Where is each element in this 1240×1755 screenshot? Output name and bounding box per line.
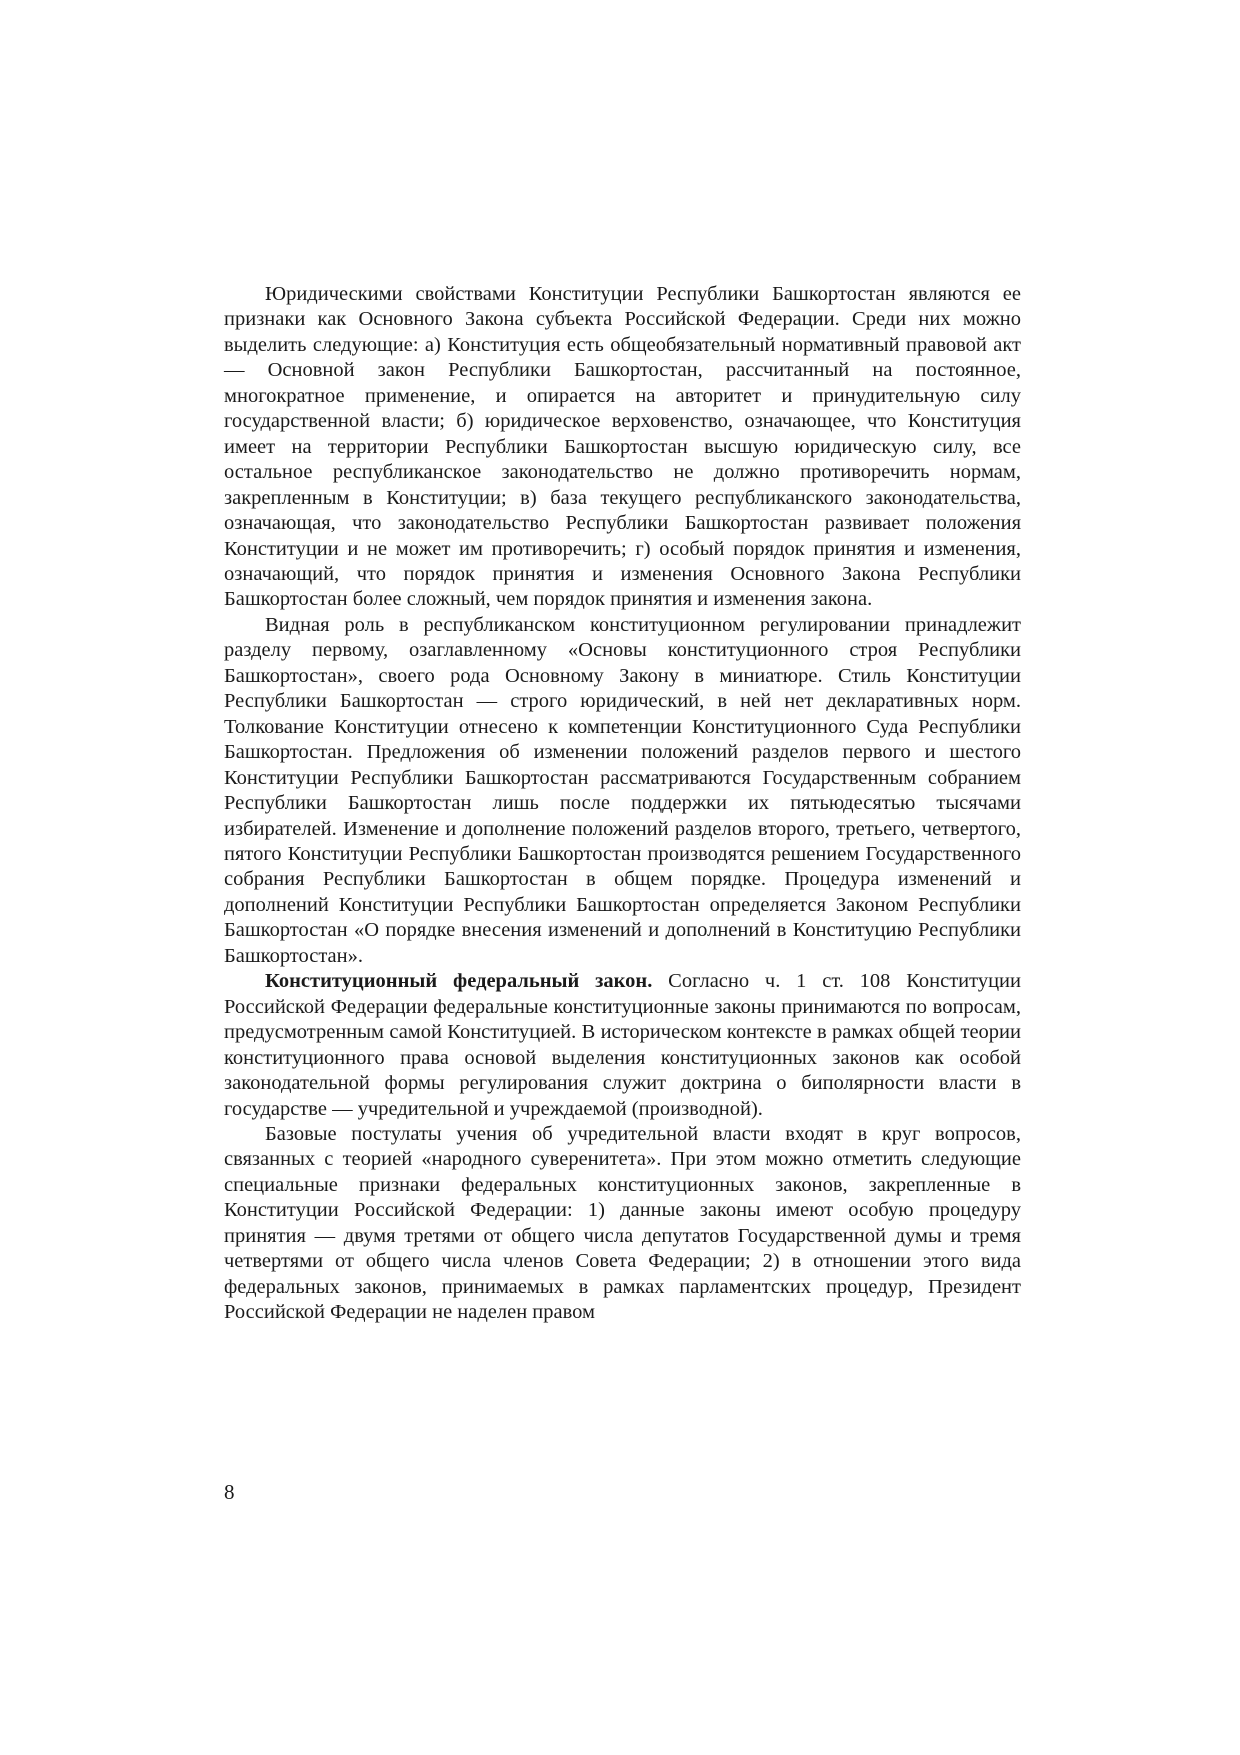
paragraph-text: Юридическими свойствами Конституции Республики Башкортостан являются ее признаки как Основного Закона субъекта Российской Федерации. Среди них можно выделить следующие: а) Конституция есть общеобязательный нормативный правовой акт — Основной закон Республики Башкортостан, рассчитанный на постоянное, многократное применение, и опирается на авторитет и принудительную силу государственной власти; б) юридическое верховенство, означающее, что Конституция имеет на территории Республики Башкортостан высшую юридическую силу, все остальное республиканское законодательство не должно противоречить нормам, закрепленным в Конституции; в) база текущего республиканского законодательства, означающая, что законодательство Республики Башкортостан развивает положения Конституции и не может им противоречить; г) особый порядок принятия и изменения, означающий, что порядок принятия и изменения Основного Закона Республики Башкортостан более сложный, чем порядок принятия и изменения закона.: [224, 283, 1021, 611]
paragraph-text: Базовые постулаты учения об учредительной власти входят в круг вопросов, связанных с теорией «народного суверенитета». При этом можно отметить следующие специальные признаки федеральных конституционных законов, закрепленные в Конституции Российской Федерации: 1) данные законы имеют особую процедуру принятия — двумя третями от общего числа депутатов Государственной думы и тремя четвертями от общего числа членов Совета Федерации; 2) в отношении этого вида федеральных законов, принимаемых в рамках парламентских процедур, Президент Российской Федерации не наделен правом: [224, 1122, 1021, 1324]
paragraph: [224, 969, 1021, 1122]
paragraph: [224, 1122, 1021, 1326]
paragraph-lead: Конституционный федеральный закон.: [265, 970, 653, 993]
paragraph: [224, 613, 1021, 969]
body-text: [224, 282, 1021, 1326]
paragraph-text: Согласно ч. 1 ст. 108 Конституции Российской Федерации федеральные конституционные законы принимаются по вопросам, предусмотренным самой Конституцией. В историческом контексте в рамках общей теории конституционного права основой выделения конституционных законов как особой законодательной формы регулирования служит доктрина о биполярности власти в государстве — учредительной и учреждаемой (производной).: [224, 970, 1021, 1120]
paragraph-text: Видная роль в республиканском конституционном регулировании принадлежит разделу первому, озаглавленному «Основы конституционного строя Республики Башкортостан», своего рода Основному Закону в миниатюре. Стиль Конституции Республики Башкортостан — строго юридический, в ней нет декларативных норм. Толкование Конституции отнесено к компетенции Конституционного Суда Республики Башкортостан. Предложения об изменении положений разделов первого и шестого Конституции Республики Башкортостан рассматриваются Государственным собранием Республики Башкортостан лишь после поддержки их пятьюдесятью тысячами избирателей. Изменение и дополнение положений разделов второго, третьего, четвертого, пятого Конституции Республики Башкортостан производятся решением Государственного собрания Республики Башкортостан в общем порядке. Процедура изменений и дополнений Конституции Республики Башкортостан определяется Законом Республики Башкортостан «О порядке внесения изменений и дополнений в Конституцию Республики Башкортостан».: [224, 613, 1021, 967]
paragraph: [224, 282, 1021, 613]
page-number: 8: [224, 1480, 235, 1504]
